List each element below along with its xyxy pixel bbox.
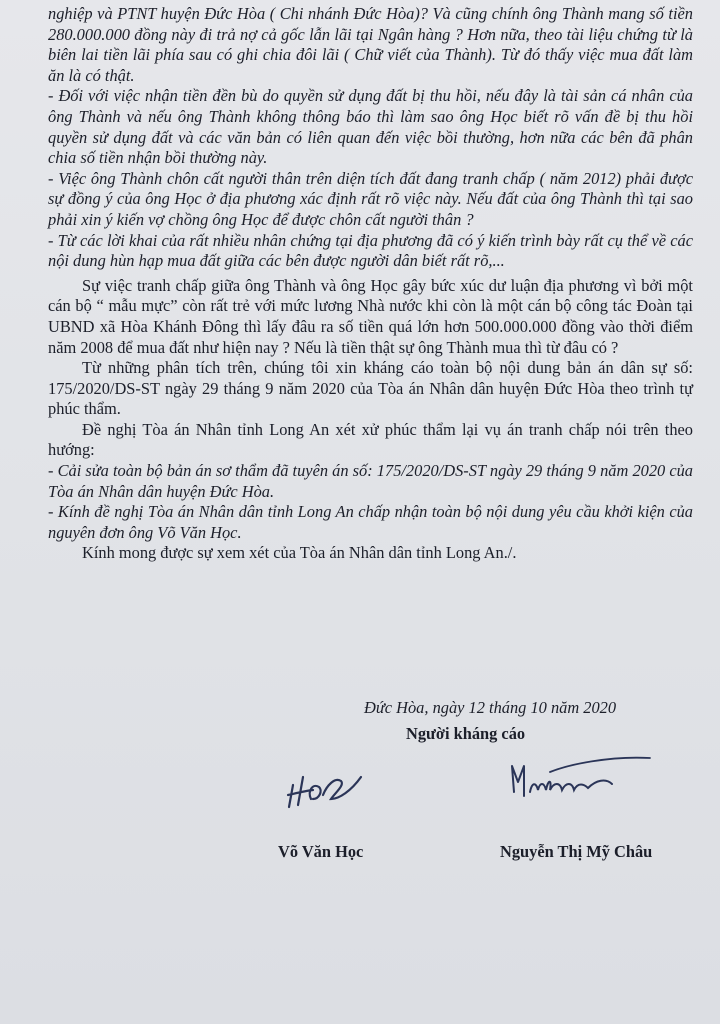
signature-vo-van-hoc — [285, 755, 365, 815]
signature-nguyen-thi-my-chau — [500, 752, 660, 812]
request-item-accept-claim: - Kính đề nghị Tòa án Nhân dân tỉnh Long An chấp nhận toàn bộ nội dung yêu cầu khởi kiện của nguyên đơn ông Võ Văn Học. — [48, 502, 693, 542]
paragraph-appeal-statement: Từ những phân tích trên, chúng tôi xin kháng cáo toàn bộ nội dung bản án dân sự số: 175/2020/DS-ST ngày 29 tháng 9 năm 2020 của Tòa án Nhân dân huyện Đức Hòa theo trình tự phúc thẩm. — [48, 358, 693, 419]
request-item-revise-verdict: - Cải sửa toàn bộ bản án sơ thẩm đã tuyên án số: 175/2020/DS-ST ngày 29 tháng 9 năm 2020 của Tòa án Nhân dân huyện Đức Hòa. — [48, 461, 693, 501]
paragraph-mortgage-repayment: nghiệp và PTNT huyện Đức Hòa ( Chi nhánh Đức Hòa)? Và cũng chính ông Thành mang số tiền 280.000.000 đồng này đi trả nợ cả gốc lẫn lãi tại Ngân hàng ? Hơn nữa, theo tài liệu chứng từ là biên lai tiền lãi phía sau có ghi chia đôi lãi ( Chữ viết của Thành). Từ đó thấy việc mua đất làm ăn là có thật. — [48, 4, 693, 85]
document-body — [48, 4, 693, 564]
paragraph-closing: Kính mong được sự xem xét của Tòa án Nhân dân tỉnh Long An./. — [82, 543, 517, 563]
paragraph-witnesses: - Từ các lời khai của rất nhiều nhân chứng tại địa phương đã có ý kiến trình bày rất cụ thể về các nội dung hùn hạp mua đất giữa các bên được người dân biết rất rõ,... — [48, 230, 693, 271]
paragraph-burial: - Việc ông Thành chôn cất người thân trên diện tích đất đang tranh chấp ( năm 2012) phải được sự đồng ý của ông Học ở địa phương xác định rất rõ việc này. Nếu đất của ông Thành thì tại sao phải xin ý kiến vợ chồng ông Học để được chôn cất người thân ? — [48, 168, 693, 229]
signer-name-2: Nguyễn Thị Mỹ Châu — [500, 842, 653, 861]
signer-name-1: Võ Văn Học — [278, 842, 364, 861]
paragraph-public-opinion: Sự việc tranh chấp giữa ông Thành và ông Học gây bức xúc dư luận địa phương vì bởi một cán bộ “ mẫu mực” còn rất trẻ với mức lương Nhà nước khi còn là một cán bộ công tác Đoàn tại UBND xã Hòa Khánh Đông thì lấy đâu ra số tiền quá lớn hơn 500.000.000 đồng vào thời điểm năm 2008 để mua đất như hiện nay ? Nếu là tiền thật sự ông Thành mua thì từ đâu có ? — [48, 275, 693, 357]
signature-role: Người kháng cáo — [406, 724, 526, 743]
paragraph-request: Đề nghị Tòa án Nhân tỉnh Long An xét xử phúc thẩm lại vụ án tranh chấp nói trên theo hướng: — [48, 419, 693, 460]
signature-date-line: Đức Hòa, ngày 12 tháng 10 năm 2020 — [364, 698, 617, 717]
paragraph-compensation: - Đối với việc nhận tiền đền bù do quyền sử dụng đất bị thu hồi, nếu đây là tài sản cá nhân của ông Thành và nếu ông Thành không thông báo thì làm sao ông Học biết rõ vấn đề bị thu hồi quyền sử dụng đất và các văn bản có liên quan đến việc bồi thường, hơn nữa các bên đã phân chia số tiền nhận bồi thường này. — [48, 86, 693, 168]
